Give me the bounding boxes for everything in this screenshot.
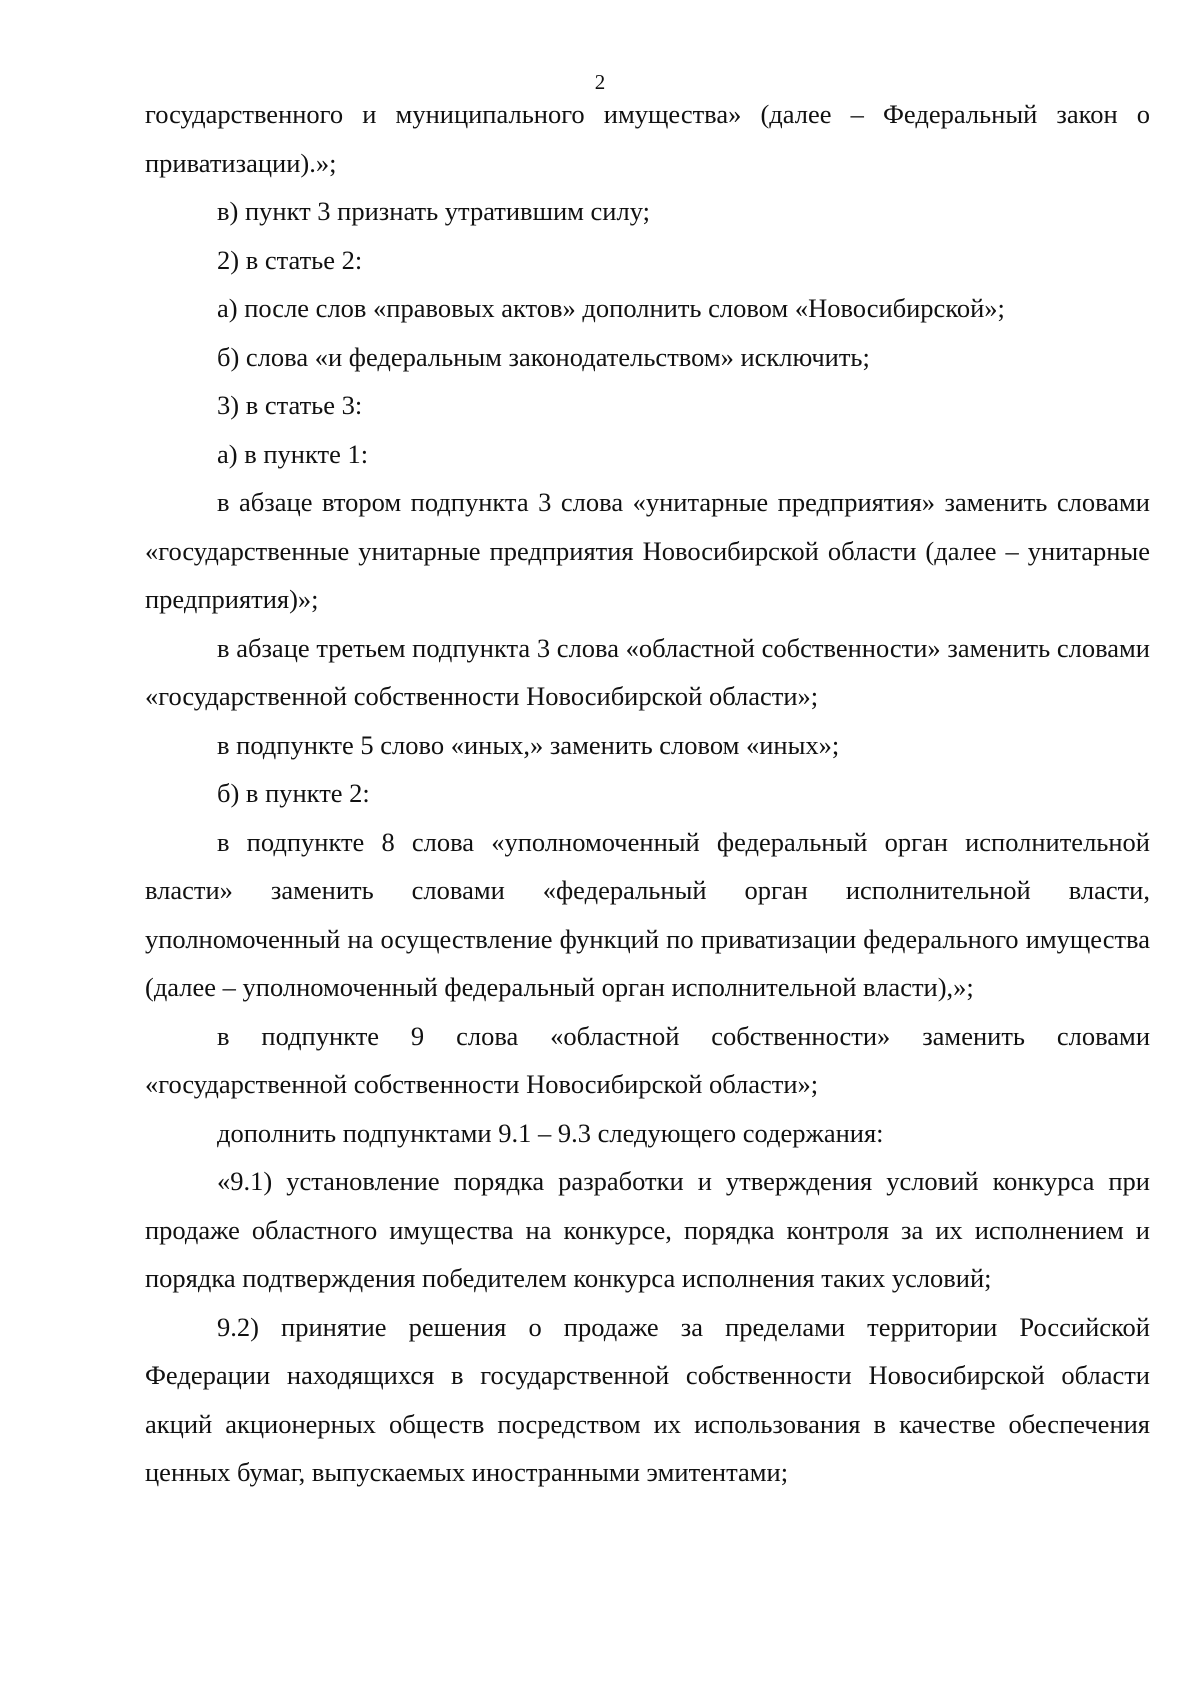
paragraph: государственного и муниципального имущества» (далее – Федеральный закон о приватизации).»; [145, 99, 1150, 178]
paragraph: «9.1) установление порядка разработки и утверждения условий конкурса при продаже областного имущества на конкурсе, порядка контроля за их исполнением и порядка подтверждения победителем конкурса исполнения таких условий; [145, 1166, 1150, 1293]
paragraph: 9.2) принятие решения о продаже за пределами территории Российской Федерации находящихся в государственной собственности Новосибирской области акций акционерных обществ посредством их использования в качестве обеспечения ценных бумаг, выпускаемых иностранными эмитентами; [145, 1311, 1150, 1487]
paragraph: 2) в статье 2: [217, 244, 363, 275]
page-number: 2 [594, 70, 606, 94]
paragraph: дополнить подпунктами 9.1 – 9.3 следующего содержания: [217, 1117, 884, 1148]
paragraph: 3) в статье 3: [217, 390, 363, 420]
paragraph: б) слова «и федеральным законодательством» исключить; [217, 341, 870, 372]
paragraph: в подпункте 9 слова «областной собственности» заменить словами «государственной собственности Новосибирской области»; [145, 1020, 1150, 1099]
paragraph: а) в пункте 1: [217, 438, 369, 469]
paragraph: в подпункте 5 слово «иных,» заменить словом «иных»; [217, 729, 840, 760]
paragraph: б) в пункте 2: [217, 778, 370, 808]
paragraph: а) после слов «правовых актов» дополнить словом «Новосибирской»; [217, 293, 1005, 323]
paragraph: в абзаце третьем подпункта 3 слова «областной собственности» заменить словами «государственной собственности Новосибирской области»; [145, 632, 1150, 711]
paragraph: в подпункте 8 слова «уполномоченный федеральный орган исполнительной власти» заменить словами «федеральный орган исполнительной власти, уполномоченный на осуществление функций по приватизации федерального имущества (далее – уполномоченный федеральный орган исполнительной власти),»; [145, 826, 1150, 1002]
paragraph: в) пункт 3 признать утратившим силу; [217, 196, 650, 226]
document-body [145, 90, 1150, 1497]
paragraph: в абзаце втором подпункта 3 слова «унитарные предприятия» заменить словами «государственные унитарные предприятия Новосибирской области (далее – унитарные предприятия)»; [145, 487, 1150, 614]
